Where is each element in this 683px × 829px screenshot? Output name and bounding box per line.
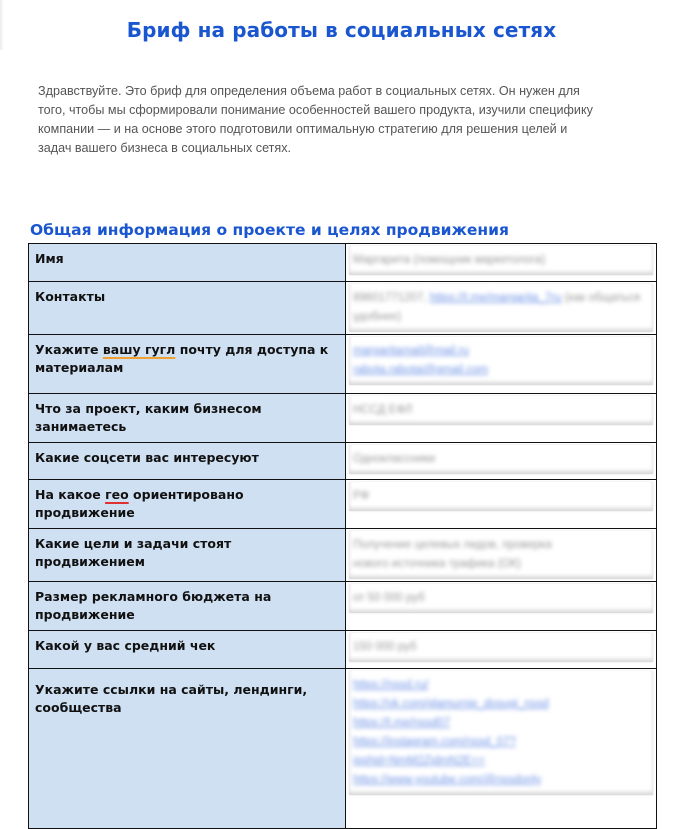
question-cell [29,631,346,669]
instagram-link[interactable]: https://instagram.com/nssd_07?igshid=NmM2ZjdmN2E== [353,736,516,767]
telegram-link[interactable]: https://t.me/nssd07 [353,717,451,729]
youtube-link[interactable]: https://www.youtube.com/@nssdonly [353,774,542,786]
question-cell [29,335,346,394]
answer-cell[interactable] [346,335,657,394]
table-row [29,582,657,631]
table-row [29,244,657,282]
question-label: Укажите ссылки на сайты, лендинги, сообщества [35,682,308,715]
table-row [29,282,657,335]
answer-text: от 50 000 руб [353,592,425,604]
phone-number: 89601771207, [353,292,427,304]
answer-cell[interactable] [346,582,657,631]
answer-text: НССД ЕФЛ [353,404,413,416]
table-row [29,631,657,669]
document-title: Бриф на работы в социальных сетях [126,18,557,42]
question-label: Размер рекламного бюджета на продвижение [35,589,272,622]
question-cell [29,244,346,282]
answer-text: РФ [353,490,370,502]
spellcheck-underline: вашу гугл [102,342,176,357]
question-label: Имя [35,251,64,266]
question-label: Какие цели и задачи стоят продвижением [35,536,232,569]
telegram-link[interactable]: https://t.me/margarita_7ru [429,292,562,304]
question-label: Контакты [35,289,106,304]
table-row [29,529,657,582]
vk-link[interactable]: https://vk.com/glamurnie_dosugi_nssd [353,698,549,710]
table-row [29,335,657,394]
table-row [29,443,657,480]
question-cell [29,480,346,529]
answer-cell[interactable] [346,480,657,529]
email-link[interactable]: rabota.rabotai@gmail.com [353,364,489,376]
question-label: Что за проект, каким бизнесом занимаетесь [35,401,262,434]
question-label: Какой у вас средний чек [35,638,216,653]
answer-text: Получение целевых лидов, проверка [353,539,552,551]
question-cell [29,394,346,443]
question-label: На какое гео ориентировано продвижение [35,487,244,520]
email-link[interactable]: margaritamail@mail.ru [353,345,469,357]
question-label: Укажите вашу гугл почту для доступа к материалам [35,342,329,375]
brief-table [28,243,657,829]
answer-text [353,289,649,327]
table-row [29,480,657,529]
answer-text: Маргарита (помощник маркетолога) [353,254,546,266]
answer-cell[interactable] [346,631,657,669]
question-cell [29,443,346,480]
answer-text: Одноклассники [353,453,436,465]
question-cell [29,529,346,582]
question-cell [29,669,346,829]
answer-cell[interactable] [346,282,657,335]
spellcheck-underline: гео [105,487,129,502]
table-row [29,394,657,443]
section-title: Общая информация о проекте и целях продвижения [30,221,509,239]
answer-cell[interactable] [346,244,657,282]
answer-text: нового источника трафика (ОК) [353,558,521,570]
website-link[interactable]: https://nssd.ru/ [353,679,429,691]
answer-note: (как общаться удобнее) [353,292,641,323]
question-cell [29,582,346,631]
answer-cell[interactable] [346,394,657,443]
answer-cell[interactable] [346,669,657,829]
table-row [29,669,657,829]
answer-cell[interactable] [346,529,657,582]
intro-paragraph: Здравствуйте. Это бриф для определения объема работ в социальных сетях. Он нужен для того, чтобы мы сформировали понимание особенностей вашего продукта, изучили специфику компании — и на основе этого подготовили оптимальную стратегию для решения целей и задач вашего бизнеса в социальных сетях. [38,84,593,155]
answer-text: 150 000 руб [353,641,417,653]
question-cell [29,282,346,335]
question-label: Какие соцсети вас интересуют [35,450,259,465]
answer-cell[interactable] [346,443,657,480]
